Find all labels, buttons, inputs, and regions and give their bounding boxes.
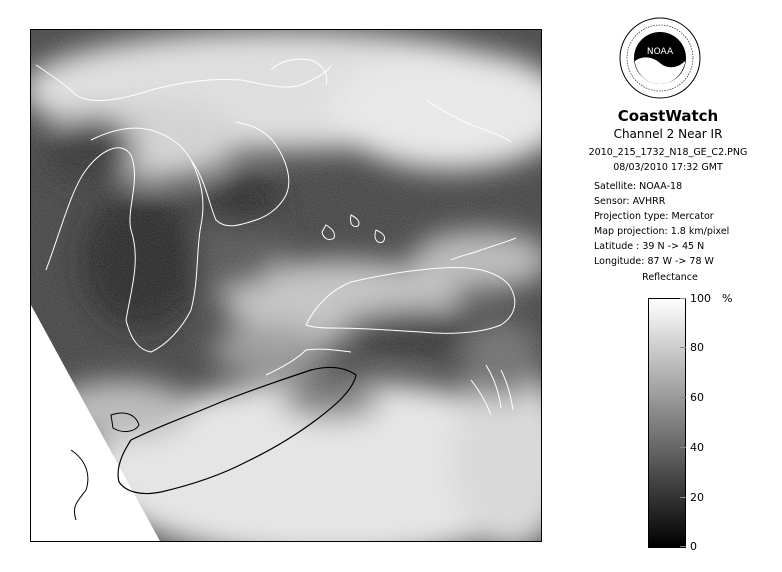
colorbar-tick (680, 347, 686, 348)
colorbar-tick (680, 397, 686, 398)
noaa-logo-icon (619, 17, 701, 99)
satellite-image (31, 30, 542, 542)
product-filename: 2010_215_1732_N18_GE_C2.PNG (588, 147, 748, 158)
logo-center-text: NOAA (646, 47, 674, 57)
reflectance-colorbar (648, 298, 686, 548)
colorbar-tick-label: 80 (690, 341, 704, 354)
projection-type-info: Projection type: Mercator (594, 211, 714, 222)
product-datetime: 08/03/2010 17:32 GMT (613, 162, 723, 173)
colorbar-tick (680, 447, 686, 448)
colorbar-unit: % (722, 292, 733, 305)
colorbar-tick (680, 546, 686, 547)
colorbar-tick-label: 20 (690, 491, 704, 504)
colorbar-label: Reflectance (642, 272, 698, 283)
colorbar-tick-label: 60 (690, 391, 704, 404)
colorbar-tick (680, 298, 686, 299)
latitude-info: Latitude : 39 N -> 45 N (594, 241, 705, 252)
colorbar-tick-label: 100 (690, 292, 711, 305)
satellite-info: Satellite: NOAA-18 (594, 181, 683, 192)
colorbar-tick-label: 0 (690, 540, 697, 553)
colorbar-tick (680, 497, 686, 498)
product-title: CoastWatch (617, 107, 719, 125)
sensor-info: Sensor: AVHRR (594, 196, 666, 207)
map-projection-info: Map projection: 1.8 km/pixel (594, 226, 730, 237)
product-subtitle: Channel 2 Near IR (613, 127, 723, 141)
colorbar-tick-label: 40 (690, 441, 704, 454)
longitude-info: Longitude: 87 W -> 78 W (594, 256, 714, 267)
satellite-map (30, 29, 542, 542)
